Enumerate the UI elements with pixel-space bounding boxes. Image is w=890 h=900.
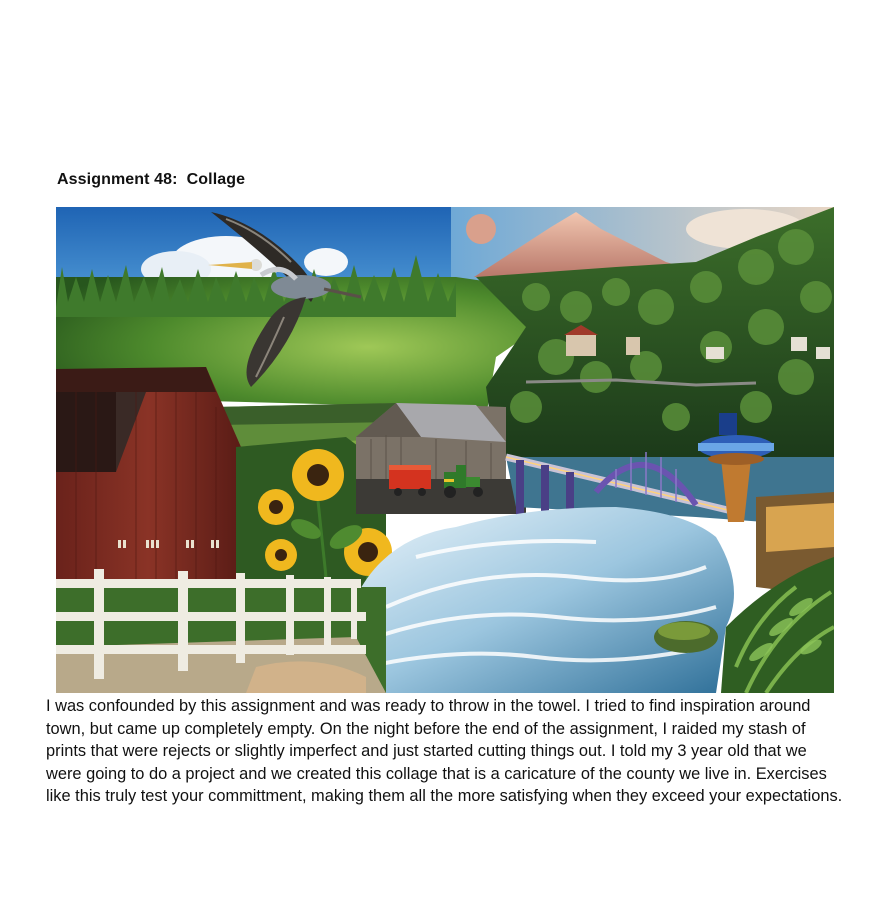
weathered-gray-barn <box>356 403 526 514</box>
collage-image <box>56 207 834 693</box>
full-moon <box>466 214 496 244</box>
red-barn <box>56 367 241 587</box>
body-text: I was confounded by this assignment and was ready to throw in the towel. I tried to find inspiration around town, but came up completely empty. On the night before the end of the assignment, I raided my stash of prints that were rejects or slightly imperfect and just started cutting things out. I told my 3 year old that we were going to do a project and we created this collage that is a caricature of the county we live in. Exercises like this truly test your committment, making them all the more satisfying when they exceed your expectations. <box>46 697 843 805</box>
page-title: Assignment 48: Collage <box>57 171 246 188</box>
